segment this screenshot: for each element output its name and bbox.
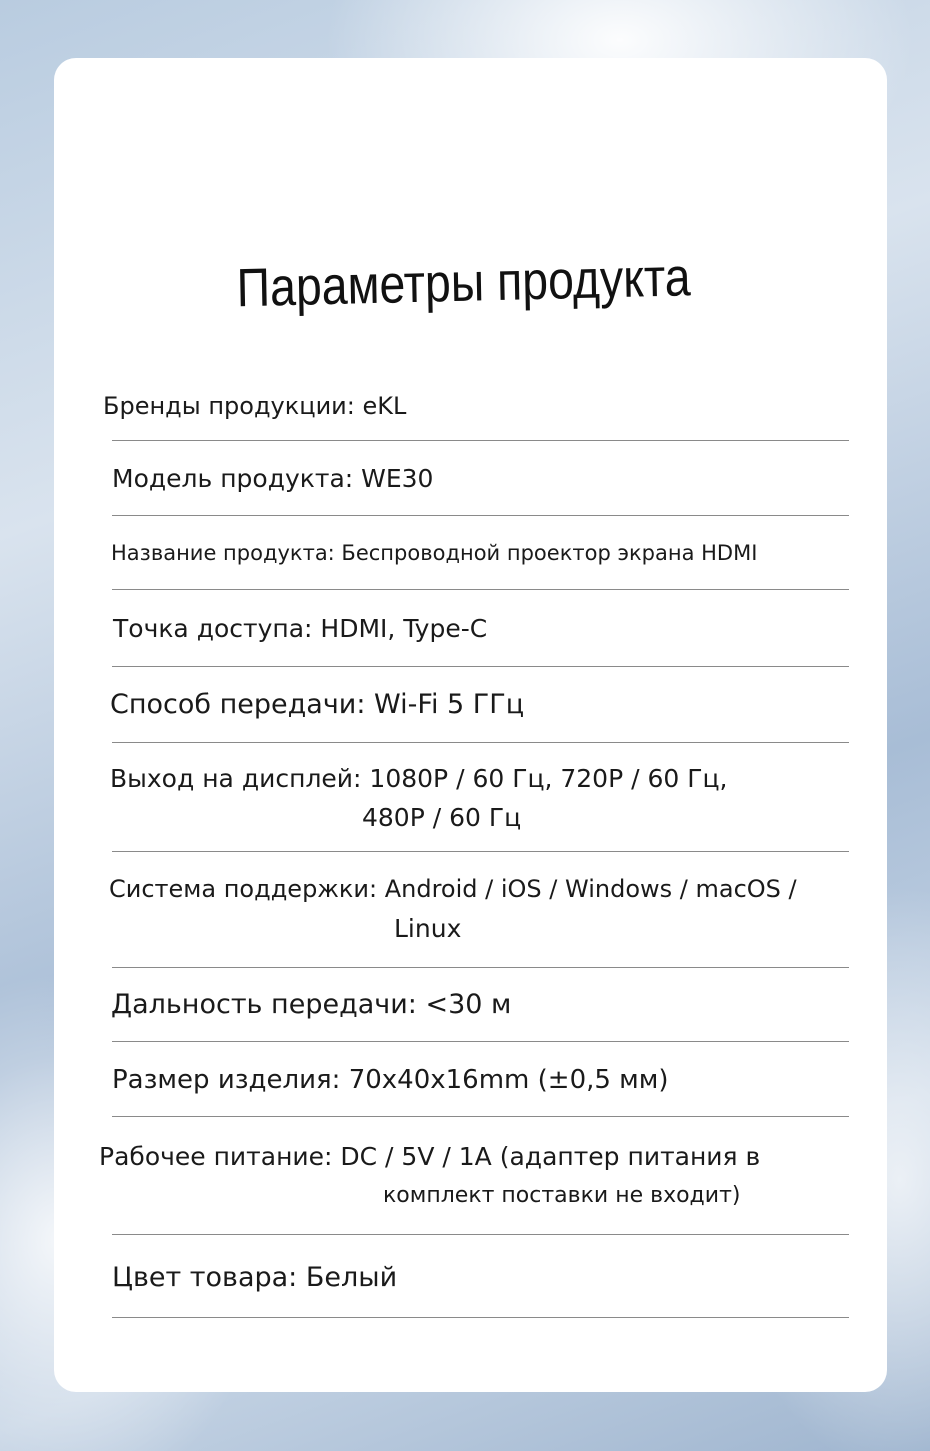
- divider: [112, 1116, 849, 1117]
- param-display-output-line2: 480P / 60 Гц: [362, 803, 522, 832]
- divider: [112, 1317, 849, 1318]
- divider: [112, 851, 849, 852]
- page-title: Параметры продукта: [236, 247, 692, 319]
- divider: [112, 1041, 849, 1042]
- param-supported-systems-line2: Linux: [394, 914, 462, 943]
- param-brand: Бренды продукции: eKL: [103, 392, 407, 420]
- divider: [112, 1234, 849, 1235]
- param-power: Рабочее питание: DC / 5V / 1A (адаптер питания в: [99, 1142, 761, 1171]
- param-product-size: Размер изделия: 70x40x16mm (±0,5 мм): [112, 1065, 669, 1095]
- param-model: Модель продукта: WE30: [112, 464, 434, 493]
- param-transfer-method: Способ передачи: Wi-Fi 5 ГГц: [110, 689, 525, 720]
- param-access-point: Точка доступа: HDMI, Type-C: [113, 614, 488, 643]
- param-supported-systems: Система поддержки: Android / iOS / Windows / macOS /: [109, 875, 797, 903]
- param-power-line2: комплект поставки не входит): [383, 1183, 741, 1208]
- param-transfer-range: Дальность передачи: <30 м: [111, 989, 512, 1020]
- param-product-name: Название продукта: Беспроводной проектор экрана HDMI: [111, 541, 758, 565]
- divider: [112, 742, 849, 743]
- divider: [112, 589, 849, 590]
- divider: [112, 440, 849, 441]
- divider: [112, 666, 849, 667]
- param-color: Цвет товара: Белый: [112, 1262, 398, 1293]
- param-display-output: Выход на дисплей: 1080P / 60 Гц, 720P / 60 Гц,: [110, 764, 728, 793]
- divider: [112, 515, 849, 516]
- divider: [112, 967, 849, 968]
